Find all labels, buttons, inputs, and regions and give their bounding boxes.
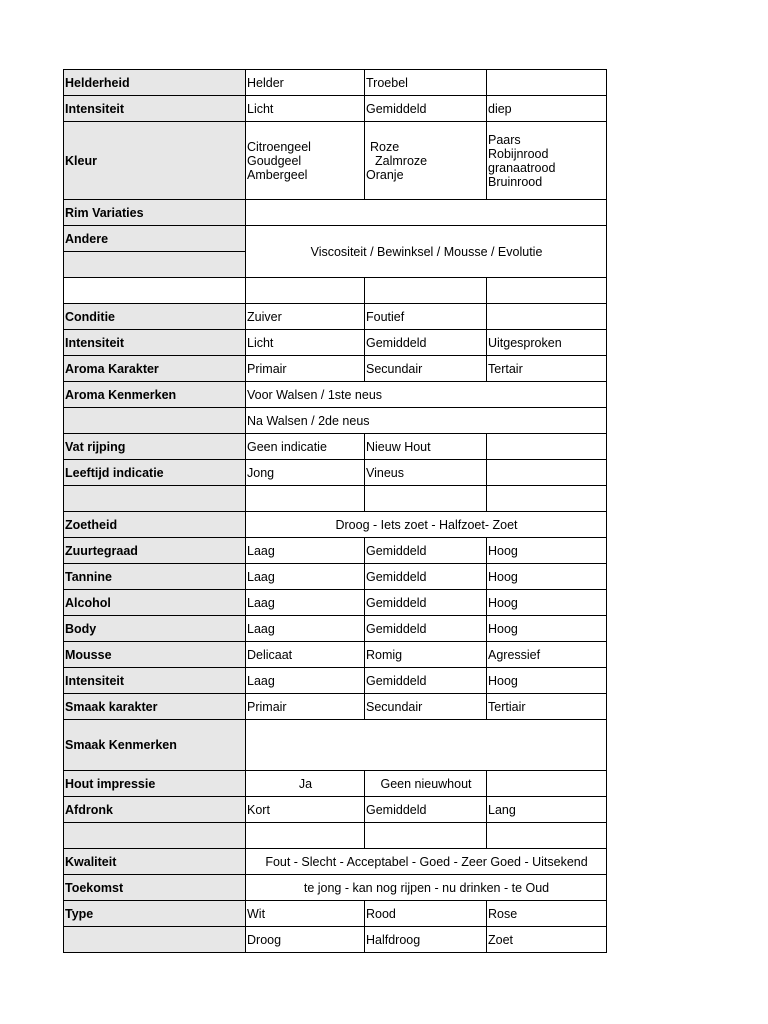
table-row — [64, 694, 607, 720]
table-row — [64, 304, 607, 330]
table-cell[interactable] — [246, 823, 365, 849]
cell-line: Roze — [370, 139, 400, 154]
table-cell[interactable]: Uitgesproken — [487, 330, 607, 356]
cell-line: Robijnrood — [488, 146, 549, 161]
row-label: Zuurtegraad — [64, 538, 246, 564]
table-cell[interactable]: Gemiddeld — [365, 96, 487, 122]
table-cell[interactable]: Tertair — [487, 356, 607, 382]
table-cell[interactable]: Rood — [365, 901, 487, 927]
table-cell[interactable]: Secundair — [365, 356, 487, 382]
row-label: Smaak Kenmerken — [64, 720, 246, 771]
merged-cell[interactable]: Viscositeit / Bewinksel / Mousse / Evolutie — [246, 226, 607, 278]
table-cell[interactable]: Ja — [246, 771, 365, 797]
row-label: Vat rijping — [64, 434, 246, 460]
table-cell[interactable]: Gemiddeld — [365, 797, 487, 823]
table-row — [64, 720, 607, 771]
table-cell[interactable]: Lang — [487, 797, 607, 823]
table-cell[interactable]: Tertiair — [487, 694, 607, 720]
table-cell[interactable]: Hoog — [487, 616, 607, 642]
table-cell[interactable] — [246, 122, 365, 200]
table-row — [64, 200, 607, 226]
row-label: Intensiteit — [64, 96, 246, 122]
table-cell[interactable] — [487, 771, 607, 797]
table-cell[interactable]: Zoet — [487, 927, 607, 953]
table-cell[interactable]: Zuiver — [246, 304, 365, 330]
table-row — [64, 226, 607, 252]
table-row — [64, 590, 607, 616]
row-label: Alcohol — [64, 590, 246, 616]
table-cell[interactable]: Laag — [246, 590, 365, 616]
table-row — [64, 668, 607, 694]
table-cell[interactable]: Delicaat — [246, 642, 365, 668]
table-row — [64, 278, 607, 304]
table-cell[interactable]: Laag — [246, 564, 365, 590]
table-cell[interactable]: Licht — [246, 330, 365, 356]
row-label: Toekomst — [64, 875, 246, 901]
table-cell[interactable] — [487, 460, 607, 486]
row-label: Rim Variaties — [64, 200, 246, 226]
table-row — [64, 408, 607, 434]
merged-cell[interactable]: Voor Walsen / 1ste neus — [246, 382, 607, 408]
table-row — [64, 434, 607, 460]
wine-tasting-sheet — [63, 69, 607, 953]
row-label: Leeftijd indicatie — [64, 460, 246, 486]
table-cell[interactable]: Primair — [246, 694, 365, 720]
table-cell[interactable]: Gemiddeld — [365, 538, 487, 564]
table-cell[interactable]: Gemiddeld — [365, 668, 487, 694]
table-row — [64, 642, 607, 668]
cell-line: granaatrood — [488, 160, 556, 175]
table-row — [64, 901, 607, 927]
table-cell[interactable] — [487, 486, 607, 512]
table-row — [64, 122, 607, 200]
table-cell[interactable]: Geen indicatie — [246, 434, 365, 460]
table-cell[interactable]: Romig — [365, 642, 487, 668]
cell-line: Goudgeel — [247, 153, 302, 168]
merged-cell[interactable]: Na Walsen / 2de neus — [246, 408, 607, 434]
table-cell[interactable]: Halfdroog — [365, 927, 487, 953]
table-row — [64, 927, 607, 953]
table-cell[interactable]: Laag — [246, 538, 365, 564]
merged-cell[interactable]: Fout - Slecht - Acceptabel - Goed - Zeer Goed - Uitsekend — [246, 849, 607, 875]
table-cell[interactable] — [246, 278, 365, 304]
table-row — [64, 460, 607, 486]
row-label: Kleur — [64, 122, 246, 200]
table-cell[interactable] — [64, 278, 246, 304]
row-label — [64, 408, 246, 434]
cell-line: Paars — [488, 132, 521, 147]
table-cell[interactable]: Hoog — [487, 590, 607, 616]
table-row — [64, 564, 607, 590]
table-cell[interactable] — [487, 278, 607, 304]
table-row — [64, 616, 607, 642]
table-cell[interactable] — [487, 823, 607, 849]
table-cell[interactable]: Hoog — [487, 564, 607, 590]
cell-line: Ambergeel — [247, 167, 308, 182]
table-cell[interactable] — [365, 278, 487, 304]
table-cell[interactable]: Gemiddeld — [365, 564, 487, 590]
row-label: Aroma Kenmerken — [64, 382, 246, 408]
table-cell[interactable]: Hoog — [487, 538, 607, 564]
row-label: Tannine — [64, 564, 246, 590]
table-row — [64, 538, 607, 564]
cell-line: Oranje — [366, 167, 404, 182]
table-cell[interactable] — [246, 486, 365, 512]
row-label: Helderheid — [64, 70, 246, 96]
table-cell[interactable] — [487, 304, 607, 330]
table-cell[interactable]: Primair — [246, 356, 365, 382]
row-label: Aroma Karakter — [64, 356, 246, 382]
table-cell[interactable]: Gemiddeld — [365, 616, 487, 642]
table-cell[interactable]: Nieuw Hout — [365, 434, 487, 460]
table-cell[interactable]: Troebel — [365, 70, 487, 96]
table-cell[interactable]: Jong — [246, 460, 365, 486]
merged-cell[interactable] — [246, 200, 607, 226]
table-cell[interactable]: Laag — [246, 616, 365, 642]
table-cell[interactable]: Secundair — [365, 694, 487, 720]
table-row — [64, 356, 607, 382]
row-label: Hout impressie — [64, 771, 246, 797]
table-row — [64, 382, 607, 408]
row-label: Kwaliteit — [64, 849, 246, 875]
table-cell[interactable] — [487, 434, 607, 460]
table-cell[interactable] — [365, 486, 487, 512]
row-label: Mousse — [64, 642, 246, 668]
table-cell[interactable] — [487, 122, 607, 200]
row-label: Afdronk — [64, 797, 246, 823]
table-cell[interactable]: Droog — [246, 927, 365, 953]
row-label: Type — [64, 901, 246, 927]
merged-cell[interactable]: Droog - Iets zoet - Halfzoet- Zoet — [246, 512, 607, 538]
row-label: Andere — [64, 226, 246, 252]
table-cell[interactable] — [365, 122, 487, 200]
table-row — [64, 875, 607, 901]
merged-cell[interactable] — [246, 720, 607, 771]
row-label: Intensiteit — [64, 668, 246, 694]
cell-line: Citroengeel — [247, 139, 311, 154]
table-cell[interactable]: Hoog — [487, 668, 607, 694]
table-row — [64, 771, 607, 797]
table-cell[interactable] — [365, 823, 487, 849]
table-row — [64, 330, 607, 356]
row-label — [64, 823, 246, 849]
table-cell[interactable]: Helder — [246, 70, 365, 96]
table-cell[interactable]: Laag — [246, 668, 365, 694]
table-row — [64, 96, 607, 122]
row-label: Zoetheid — [64, 512, 246, 538]
table-row — [64, 797, 607, 823]
table-row — [64, 486, 607, 512]
row-label: Conditie — [64, 304, 246, 330]
table-cell[interactable]: diep — [487, 96, 607, 122]
cell-line: Zalmroze — [375, 153, 428, 168]
table-cell[interactable]: Vineus — [365, 460, 487, 486]
merged-cell[interactable]: te jong - kan nog rijpen - nu drinken - te Oud — [246, 875, 607, 901]
row-label: Body — [64, 616, 246, 642]
table-row — [64, 849, 607, 875]
table-cell[interactable]: Kort — [246, 797, 365, 823]
table-cell[interactable]: Rose — [487, 901, 607, 927]
table-cell[interactable]: Wit — [246, 901, 365, 927]
row-label: Intensiteit — [64, 330, 246, 356]
table-row — [64, 823, 607, 849]
row-label — [64, 486, 246, 512]
table-cell[interactable] — [487, 70, 607, 96]
table-cell[interactable]: Gemiddeld — [365, 590, 487, 616]
table-row — [64, 512, 607, 538]
row-label — [64, 252, 246, 278]
row-label: Smaak karakter — [64, 694, 246, 720]
cell-line: Bruinrood — [488, 174, 543, 189]
table-cell[interactable]: Geen nieuwhout — [365, 771, 487, 797]
table-cell[interactable]: Foutief — [365, 304, 487, 330]
row-label — [64, 927, 246, 953]
table-cell[interactable]: Agressief — [487, 642, 607, 668]
table-cell[interactable]: Licht — [246, 96, 365, 122]
table-cell[interactable]: Gemiddeld — [365, 330, 487, 356]
table-row — [64, 70, 607, 96]
